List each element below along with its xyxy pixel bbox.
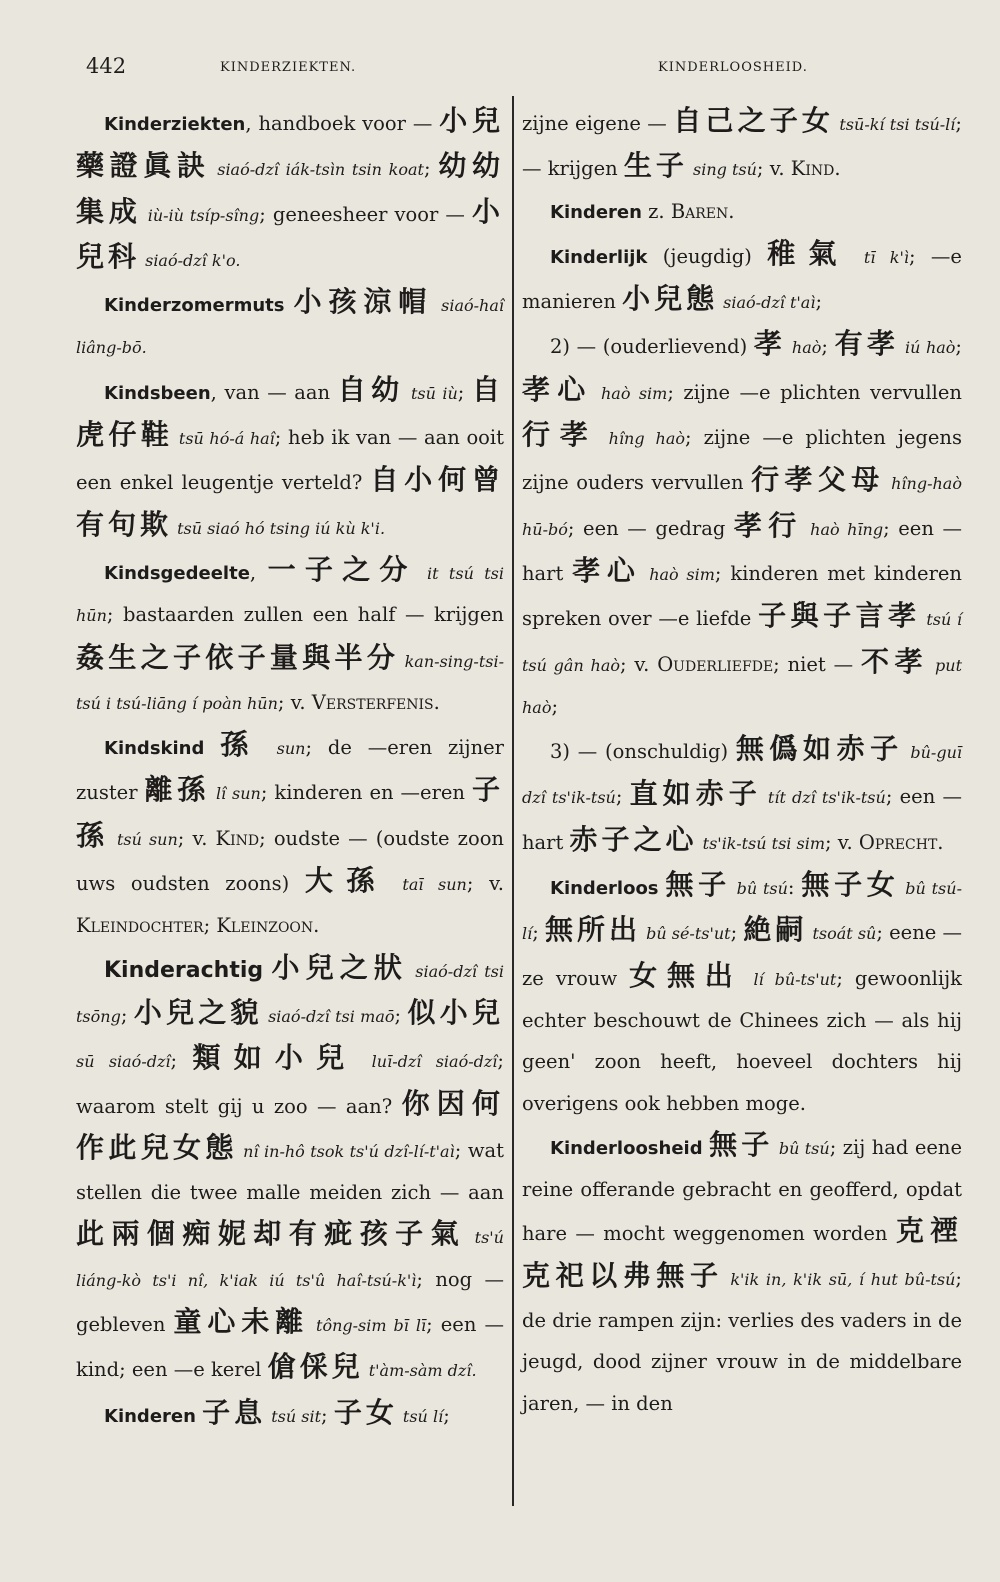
- chinese-characters: 子孫: [76, 773, 504, 852]
- definition-text: z.: [641, 199, 671, 223]
- entry-headword: Kinderziekten: [104, 114, 246, 135]
- dictionary-entry: [76, 549, 504, 724]
- chinese-characters: 絶嗣: [743, 913, 808, 947]
- definition-text: ;: [815, 290, 823, 314]
- romanization: sun: [261, 739, 306, 759]
- definition-text: , handboek voor —: [245, 112, 440, 135]
- romanization: it tsú tsi hūn: [76, 563, 504, 626]
- right-column: [522, 100, 962, 1424]
- romanization: tsū hó-á haî: [173, 429, 275, 449]
- chinese-characters: 克禋克祀以弗無子: [522, 1214, 962, 1292]
- cross-reference: Versterfenis.: [311, 690, 440, 714]
- dictionary-entry: [522, 864, 962, 1124]
- definition-text: ; — krijgen: [522, 112, 962, 181]
- chinese-characters: 子息: [202, 1395, 267, 1429]
- definition-text: ; kinderen en —eren: [260, 781, 472, 805]
- romanization: haò hīng: [802, 519, 884, 539]
- definition-text: ;: [120, 1003, 134, 1027]
- chinese-characters: 姦生之子依子量與半分: [76, 640, 400, 674]
- entry-headword: Kinderen: [550, 201, 642, 223]
- definition-text: 3) — (onschuldig): [550, 740, 736, 764]
- definition-text: ; waarom stelt gij u zoo — aan?: [76, 1049, 504, 1118]
- romanization: tsú sit: [266, 1406, 322, 1426]
- definition-text: ;: [394, 1003, 408, 1027]
- romanization: t'àm-sàm dzî.: [363, 1361, 477, 1381]
- chinese-characters: 子與子言孝: [758, 599, 921, 633]
- entry-headword: Kindsbeen: [104, 382, 211, 404]
- entry-headword: Kinderen: [104, 1405, 196, 1427]
- chinese-characters: 童心未離: [173, 1305, 310, 1339]
- chinese-characters: 女無出: [629, 958, 743, 992]
- chinese-characters: 無子女: [801, 868, 900, 902]
- definition-text: ; oudste — (oudste zoon uws oudsten zoons): [76, 826, 504, 896]
- romanization: tsoát sû: [807, 924, 877, 944]
- romanization: hîng haò: [597, 429, 686, 449]
- dictionary-entry: [76, 1392, 504, 1437]
- chinese-characters: 無子: [709, 1127, 774, 1161]
- definition-text: ;: [423, 157, 439, 181]
- romanization: siaó-haî liâng-bō.: [76, 296, 504, 358]
- definition-text: ; een — hart: [522, 785, 962, 854]
- definition-text: ; bastaarden zullen een half — krijgen: [106, 603, 504, 627]
- entry-headword: Kindskind: [104, 738, 205, 760]
- romanization: lí bû-ts'ut: [742, 969, 837, 989]
- romanization: hîng-haò hū-bó: [522, 474, 962, 539]
- romanization: put haò: [522, 655, 962, 717]
- dictionary-entry: [522, 100, 962, 191]
- definition-text: ; niet —: [773, 652, 861, 676]
- chinese-characters: 有孝: [834, 327, 900, 361]
- romanization: bû tsú-lí: [522, 879, 962, 944]
- dictionary-entry: [522, 323, 962, 728]
- chinese-characters: 無所出: [545, 913, 642, 947]
- definition-text: ;: [532, 921, 546, 945]
- romanization: bû tsú: [730, 879, 788, 899]
- chinese-characters: 小孩涼帽: [293, 285, 434, 319]
- dictionary-entry: [76, 724, 504, 946]
- romanization: tít dzî ts'ik-tsú: [761, 788, 886, 808]
- dictionary-entry: [522, 233, 962, 324]
- romanization: lî sun: [210, 784, 261, 804]
- definition-text: ; v.: [825, 830, 859, 854]
- romanization: siaó-dzî tsi maō: [262, 1006, 395, 1026]
- chinese-characters: 小兒態: [622, 282, 719, 316]
- romanization: kan-sing-tsi-tsú i tsú-liāng í poàn hūn: [76, 651, 504, 713]
- romanization: tsū siaó hó tsing iú kù k'i.: [172, 518, 386, 538]
- definition-text: ; een — kind; een —e kerel: [76, 1313, 504, 1382]
- chinese-characters: 自小何曾有句欺: [76, 463, 504, 541]
- romanization: ts'ú liáng-kò ts'i nî, k'iak iú ts'û haî-tsú-k'ì: [76, 1228, 504, 1290]
- entry-headword: Kinderzomermuts: [104, 295, 285, 317]
- definition-text: ; v.: [277, 690, 312, 714]
- definition-text: ;: [615, 785, 630, 809]
- romanization: sing tsú: [687, 160, 757, 180]
- chinese-characters: 孝心: [572, 553, 642, 587]
- definition-text: ;: [443, 1403, 450, 1427]
- definition-text: ; v.: [620, 652, 658, 676]
- chinese-characters: 小兒藥證眞訣: [76, 104, 504, 183]
- dictionary-entry: [522, 1124, 962, 1424]
- chinese-characters: 自幼: [337, 372, 405, 406]
- romanization: siaó-dzî t'aì: [718, 293, 816, 313]
- definition-text: ; v.: [177, 826, 216, 850]
- definition-text: ;: [730, 921, 744, 945]
- definition-text: ;: [170, 1049, 193, 1073]
- chinese-characters: 小兒科: [76, 194, 505, 273]
- definition-text: ; wat stellen die twee malle meiden zich — aan: [76, 1138, 504, 1205]
- cross-reference: Kind.: [790, 157, 841, 181]
- chinese-characters: 傖倸兒: [267, 1350, 364, 1384]
- entry-headword: Kindsgedeelte: [104, 562, 250, 584]
- dictionary-entry: [522, 191, 962, 233]
- cross-reference: Ouderliefde: [657, 652, 774, 676]
- romanization: tsū iù: [404, 383, 458, 403]
- cross-reference: Kind: [215, 826, 260, 850]
- definition-text: ; de —eren zijner zuster: [76, 736, 504, 805]
- dictionary-entry: [522, 728, 962, 864]
- left-running-head: KINDERZIEKTEN.: [220, 60, 357, 75]
- chinese-characters: 孝心: [522, 372, 593, 406]
- chinese-characters: 赤子之心: [569, 822, 698, 856]
- definition-text: ; zijne —e plichten vervullen: [667, 380, 962, 404]
- entry-headword: Kinderloosheid: [550, 1137, 703, 1159]
- romanization: iú haò: [899, 338, 956, 358]
- entry-headword: Kinderlijk: [550, 246, 648, 268]
- definition-text: ; geneesheer voor —: [259, 202, 472, 226]
- definition-text: ; —e manieren: [522, 244, 962, 314]
- dictionary-entry: [76, 100, 504, 281]
- romanization: iù-iù tsíp-sîng: [141, 205, 260, 225]
- chinese-characters: 孝: [753, 327, 787, 361]
- romanization: bû-guī dzî ts'ik-tsú: [522, 743, 962, 808]
- romanization: haò sim: [641, 564, 715, 584]
- definition-text: 2) — (ouderlievend): [550, 335, 754, 359]
- romanization: nî in-hô tsok ts'ú dzî-lí-t'aì: [237, 1141, 455, 1161]
- definition-text: ; een — gedrag: [567, 516, 734, 540]
- cross-reference: Kleindochter; Kleinzoon.: [76, 914, 320, 938]
- romanization: bû sé-ts'ut: [641, 924, 731, 944]
- chinese-characters: 大孫: [304, 864, 388, 898]
- romanization: ts'ik-tsú tsi sim: [697, 833, 825, 853]
- chinese-characters: 孝行: [733, 508, 803, 542]
- definition-text: ;: [551, 694, 559, 718]
- romanization: tông-sim bī lī: [309, 1316, 427, 1336]
- entry-headword: Kinderloos: [550, 878, 659, 900]
- dictionary-entry: [76, 369, 504, 549]
- romanization: k'ik in, k'ik sū, í hut bû-tsú: [723, 1269, 956, 1289]
- definition-text: ; nog — gebleven: [76, 1267, 504, 1337]
- entry-headword: Kinderachtig: [104, 957, 264, 983]
- definition-text: ; een — hart: [522, 516, 962, 585]
- romanization: siaó-dzî tsi tsōng: [76, 961, 504, 1026]
- chinese-characters: 生子: [623, 149, 688, 183]
- definition-text: ; heb ik van — aan ooit een enkel leugentje verteld?: [76, 426, 504, 495]
- romanization: tsú lí: [397, 1406, 444, 1426]
- chinese-characters: 你因何作此兒女態: [76, 1086, 504, 1164]
- definition-text: ; v.: [756, 157, 791, 181]
- definition-text: ;: [321, 1403, 334, 1427]
- left-column: [76, 100, 504, 1437]
- romanization: siaó-dzî iák-tsìn tsin koat: [210, 160, 424, 180]
- definition-text: [284, 293, 293, 316]
- chinese-characters: 似小兒: [407, 995, 504, 1029]
- romanization: haò: [786, 338, 822, 358]
- definition-text: :: [787, 876, 802, 900]
- dictionary-entry: [76, 947, 504, 1392]
- chinese-characters: 小兒之狀: [271, 950, 409, 984]
- chinese-characters: 直如赤子: [629, 777, 762, 811]
- definition-text: (jeugdig): [647, 244, 768, 268]
- chinese-characters: 自己之子女: [673, 104, 835, 137]
- definition-text: ;: [457, 380, 472, 404]
- romanization: siaó-dzî k'o.: [140, 250, 241, 270]
- chinese-characters: 類如小兒: [192, 1041, 358, 1075]
- chinese-characters: 幼幼集成: [76, 149, 504, 228]
- romanization: tsú sun: [109, 829, 178, 849]
- definition-text: ; v.: [466, 872, 504, 896]
- romanization: haò sim: [592, 383, 668, 403]
- definition-text: ; zijne —e plichten jegens zijne ouders vervullen: [522, 426, 962, 495]
- chinese-characters: 稚氣: [767, 236, 850, 270]
- definition-text: zijne eigene —: [522, 112, 674, 135]
- definition-text: ;: [955, 335, 962, 359]
- column-rule: [512, 96, 514, 1506]
- romanization: tsú í tsú gân haò: [522, 610, 962, 675]
- page-header: [0, 54, 1000, 84]
- chinese-characters: 無僞如赤子: [735, 732, 904, 766]
- chinese-characters: 無子: [665, 868, 731, 902]
- chinese-characters: 行孝父母: [751, 463, 885, 497]
- definition-text: ; kinderen met kinderen spreken over —e liefde: [522, 561, 962, 631]
- romanization: sū siaó-dzî: [76, 1052, 171, 1072]
- romanization: bû tsú: [773, 1138, 830, 1158]
- chinese-characters: 此兩個痴妮却有疵孩子氣: [76, 1217, 467, 1251]
- definition-text: ; zij had eene reine offerande gebracht en geofferd, opdat hare — mocht weggenomen worden: [522, 1135, 962, 1246]
- romanization: tī k'ì: [849, 247, 909, 267]
- definition-text: , van — aan: [210, 380, 338, 404]
- romanization: tsū-kí tsi tsú-lí: [834, 115, 956, 134]
- definition-text: ; de drie rampen zijn: verlies des vaders in de jeugd, dood zijner vrouw in de middelbare jaren, — in den: [522, 1266, 962, 1415]
- definition-text: [204, 736, 220, 759]
- definition-text: ; eene —ze vrouw: [522, 921, 962, 990]
- page-number: 442: [86, 54, 127, 78]
- definition-text: ; gewoonlijk echter beschouwt de Chinees zich — als hij geen' zoon heeft, hoeveel dochters hij overigens ook hebben moge.: [522, 966, 962, 1115]
- chinese-characters: 孫: [220, 728, 262, 762]
- cross-reference: Baren.: [670, 199, 735, 223]
- chinese-characters: 自虎仔鞋: [76, 372, 504, 452]
- cross-reference: Oprecht.: [858, 830, 944, 854]
- chinese-characters: 一子之分: [267, 552, 417, 586]
- dictionary-entry: [76, 281, 504, 369]
- chinese-characters: 子女: [333, 1395, 398, 1429]
- chinese-characters: 行孝: [522, 418, 598, 452]
- chinese-characters: 小兒之貌: [133, 995, 263, 1029]
- definition-text: ,: [249, 560, 268, 584]
- chinese-characters: 不孝: [860, 644, 929, 678]
- definition-text: ;: [821, 335, 835, 359]
- romanization: luī-dzî siaó-dzî: [357, 1052, 498, 1072]
- right-running-head: KINDERLOOSHEID.: [658, 60, 808, 75]
- chinese-characters: 離孫: [144, 773, 211, 807]
- romanization: taī sun: [387, 875, 467, 895]
